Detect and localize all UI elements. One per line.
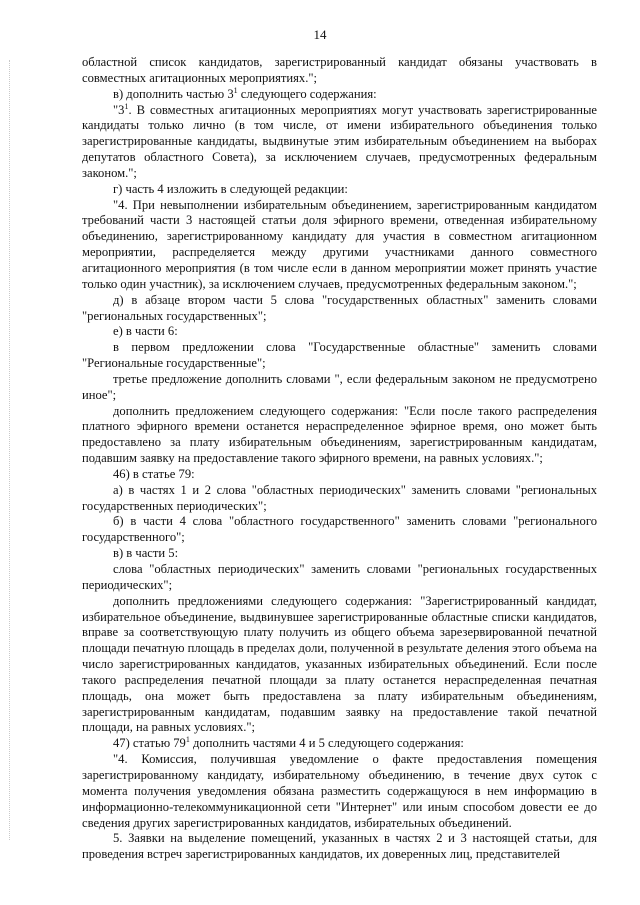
paragraph: областной список кандидатов, зарегистрированный кандидат обязаны участвовать в совместных агитационных мероприятиях."; [82, 55, 597, 85]
paragraph: "4. Комиссия, получившая уведомление о факте предоставления помещения зарегистрированному кандидату, избирательному объединению, в течение двух суток с момента получения уведомления обязана разместить содержащуюся в нем информацию в информационно-телекоммуникационной сети "Интернет" или иным способом довести ее до сведения других зарегистрированных кандидатов, избирательных объединений. [82, 752, 597, 830]
paragraph-text: "3 [113, 102, 125, 117]
paragraph: а) в частях 1 и 2 слова "областных периодических" заменить словами "региональных государственных периодических"; [82, 482, 597, 513]
paragraph: е) в части 6: [113, 324, 178, 339]
paragraph: "4. При невыполнении избирательным объединением, зарегистрированным кандидатом требований части 3 настоящей статьи доля эфирного времени, отведенная избирательному объединению, зарегистрированному кандидату для участия в совместном агитационном мероприятии, распределяется между другими участниками данного совместного агитационного мероприятия (в том числе если в данном мероприятии может принять участие только один участник), за исключением случаев, предусмотренных федеральным законом."; [82, 197, 597, 291]
paragraph-text: в) дополнить частью 3 [113, 86, 234, 101]
paragraph-text: . В совместных агитационных мероприятиях могут участвовать зарегистрированные кандидаты только лично (в том числе, от имени избирательного объединения только зарегистрированные кандидаты, выдвинутые этим избирательным объединением на выборах депутатов областного Совета), за исключением случаев, предусмотренных федеральным законом."; [82, 102, 597, 180]
paragraph: 5. Заявки на выделение помещений, указанных в частях 2 и 3 настоящей статьи, для проведения встреч зарегистрированных кандидатов, их доверенных лиц, представителей [82, 831, 597, 862]
paragraph: в) в части 5: [113, 546, 179, 561]
paragraph-text: следующего содержания: [237, 86, 377, 101]
paragraph: дополнить предложением следующего содержания: "Если после такого распределения платного эфирного времени останется нераспределенное эфирное время, оно может быть предоставлено за плату избирательным объединениям, зарегистрированным кандидатам, подавшим заявку на предоставление такого эфирного времени, на равных условиях."; [82, 403, 597, 466]
paragraph: третье предложение дополнить словами ", если федеральным законом не предусмотрено иное"; [82, 371, 597, 402]
margin-rule [9, 60, 10, 840]
paragraph [82, 87, 597, 103]
paragraph: д) в абзаце втором части 5 слова "государственных областных" заменить словами "региональных государственных"; [82, 292, 597, 323]
paragraph: слова "областных периодических" заменить словами "региональных государственных периодических"; [82, 562, 597, 592]
paragraph-text: дополнить частями 4 и 5 следующего содержания: [189, 736, 464, 751]
document-body [82, 55, 597, 863]
paragraph: в первом предложении слова "Государственные областные" заменить словами "Региональные государственные"; [82, 340, 597, 371]
paragraph [82, 103, 597, 182]
paragraph: г) часть 4 изложить в следующей редакции: [113, 181, 348, 196]
paragraph [82, 736, 597, 752]
superscript: 1 [233, 85, 238, 95]
superscript: 1 [185, 735, 190, 745]
paragraph: 46) в статье 79: [113, 466, 195, 481]
paragraph: б) в части 4 слова "областного государственного" заменить словами "регионального государственного"; [82, 514, 597, 545]
paragraph-text: 47) статью 79 [113, 736, 186, 751]
page-number: 14 [313, 27, 327, 42]
superscript: 1 [124, 101, 129, 111]
paragraph: дополнить предложениями следующего содержания: "Зарегистрированный кандидат, избирательное объединение, выдвинувшее зарегистрированные областные списки кандидатов, вправе за соответствующую плату получить из общего объема зарезервированной печатной площади печатную площадь в пределах доли, полученной в результате деления этого объема на число зарегистрированных кандидатов, указанных избирательных объединений. Если после такого распределения печатной площади за плату останется нераспределенная печатная площадь, она может быть предоставлена за плату избирательным объединениям, зарегистрированным кандидатам, подавшим заявку на предоставление такой печатной площади, на равных условиях."; [82, 593, 597, 735]
